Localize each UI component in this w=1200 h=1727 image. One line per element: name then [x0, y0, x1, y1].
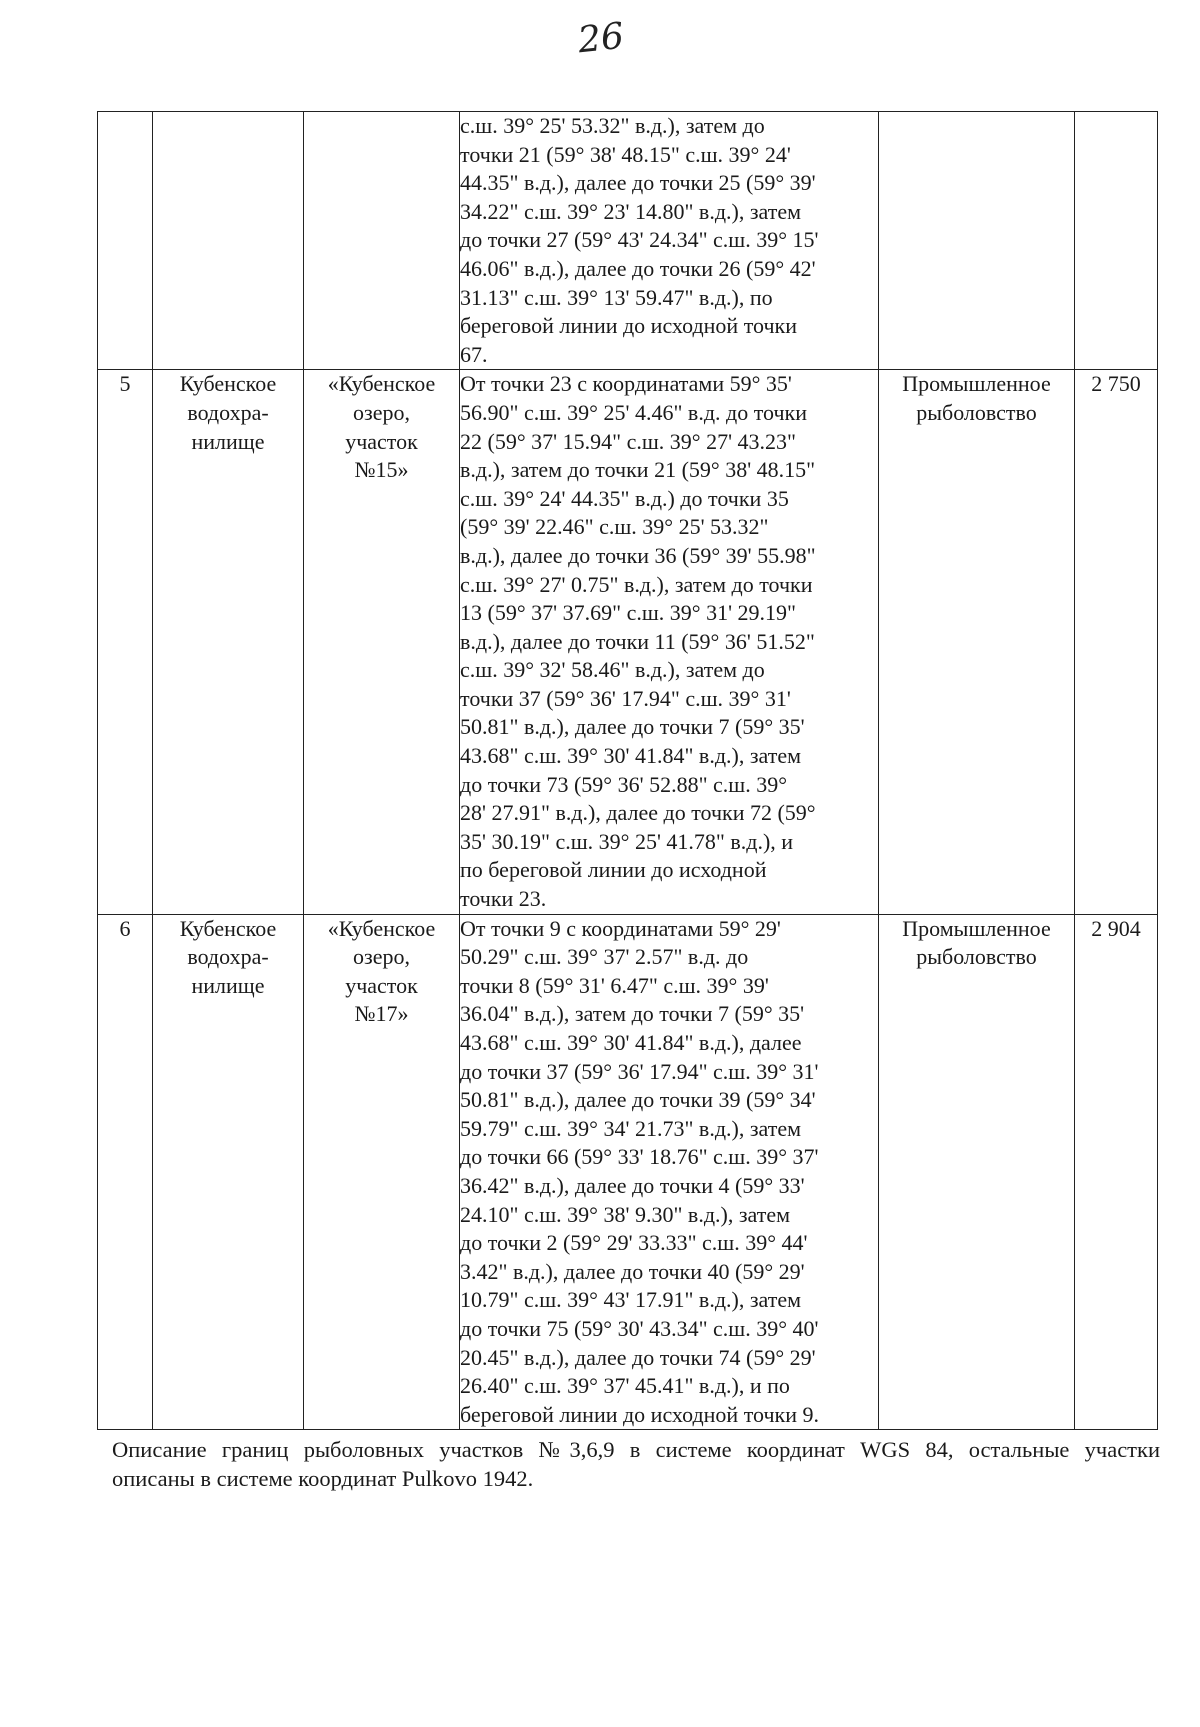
text-line: в.д.), далее до точки 36 (59° 39' 55.98" — [460, 542, 816, 568]
text-line: водохра- — [187, 399, 269, 425]
text-line: 35' 30.19" с.ш. 39° 25' 41.78" в.д.), и — [460, 828, 794, 854]
water-body-cell — [153, 370, 304, 914]
table-row — [98, 112, 1158, 370]
row-number-cell: 5 — [98, 370, 153, 914]
text-line: рыболовство — [916, 944, 1037, 970]
fishing-type-cell — [879, 112, 1075, 370]
text-line: до точки 27 (59° 43' 24.34" с.ш. 39° 15' — [460, 227, 819, 253]
text-line: 36.04" в.д.), затем до точки 7 (59° 35' — [460, 1001, 805, 1027]
text-line: 10.79" с.ш. 39° 43' 17.91" в.д.), затем — [460, 1287, 802, 1313]
area-size-cell — [1075, 112, 1158, 370]
text-line: до точки 37 (59° 36' 17.94" с.ш. 39° 31' — [460, 1058, 819, 1084]
text-line: рыболовство — [916, 399, 1037, 425]
text-line: береговой линии до исходной точки 9. — [460, 1401, 819, 1427]
text-line: 50.81" в.д.), далее до точки 39 (59° 34' — [460, 1087, 816, 1113]
text-line: участок — [345, 428, 418, 454]
table-row — [98, 370, 1158, 914]
text-line: От точки 9 с координатами 59° 29' — [460, 915, 781, 941]
text-line: От точки 23 с координатами 59° 35' — [460, 371, 792, 397]
boundary-description-cell — [460, 370, 879, 914]
fishing-type-cell — [879, 370, 1075, 914]
text-line: №17» — [354, 1001, 409, 1027]
text-line: 43.68" с.ш. 39° 30' 41.84" в.д.), затем — [460, 743, 802, 769]
text-line: №15» — [354, 457, 409, 483]
text-line: 44.35" в.д.), далее до точки 25 (59° 39' — [460, 170, 816, 196]
footnote-line: Описание границ рыболовных участков №3,6,9 в системе координат WGS 84, остальные участки — [112, 1437, 1160, 1462]
text-line: нилище — [191, 972, 265, 998]
text-line: нилище — [191, 428, 265, 454]
footnote-line: описаны в системе координат Pulkovo 1942. — [112, 1465, 534, 1491]
text-line: до точки 75 (59° 30' 43.34" с.ш. 39° 40' — [460, 1315, 819, 1341]
text-line: по береговой линии до исходной — [460, 857, 767, 883]
row-number-cell: 6 — [98, 914, 153, 1430]
text-line: «Кубенское — [327, 915, 436, 941]
text-line: 50.29" с.ш. 39° 37' 2.57" в.д. до — [460, 944, 749, 970]
text-line: 24.10" с.ш. 39° 38' 9.30" в.д.), затем — [460, 1201, 791, 1227]
text-line: 26.40" с.ш. 39° 37' 45.41" в.д.), и по — [460, 1373, 790, 1399]
text-line: до точки 73 (59° 36' 52.88" с.ш. 39° — [460, 771, 788, 797]
boundary-description-cell — [460, 914, 879, 1430]
text-line: 46.06" в.д.), далее до точки 26 (59° 42' — [460, 255, 816, 281]
area-size-cell: 2 904 — [1075, 914, 1158, 1430]
text-line: точки 37 (59° 36' 17.94" с.ш. 39° 31' — [460, 685, 791, 711]
text-line: Промышленное — [902, 915, 1051, 941]
page-number: 26 — [575, 15, 626, 62]
text-line: 31.13" с.ш. 39° 13' 59.47" в.д.), по — [460, 284, 773, 310]
water-body-cell — [153, 112, 304, 370]
text-line: с.ш. 39° 25' 53.32" в.д.), затем до — [460, 113, 765, 138]
text-line: 34.22" с.ш. 39° 23' 14.80" в.д.), затем — [460, 198, 802, 224]
water-body-cell — [153, 914, 304, 1430]
text-line: «Кубенское — [327, 371, 436, 397]
text-line: Кубенское — [179, 371, 277, 397]
text-line: с.ш. 39° 32' 58.46" в.д.), затем до — [460, 657, 765, 683]
text-line: участок — [345, 972, 418, 998]
text-line: 43.68" с.ш. 39° 30' 41.84" в.д.), далее — [460, 1030, 802, 1055]
site-name-cell — [304, 112, 460, 370]
text-line: 67. — [460, 341, 488, 367]
boundary-description-cell — [460, 112, 879, 370]
text-line: озеро, — [353, 944, 410, 970]
text-line: точки 21 (59° 38' 48.15" с.ш. 39° 24' — [460, 141, 791, 167]
text-line: 13 (59° 37' 37.69" с.ш. 39° 31' 29.19" — [460, 600, 797, 626]
text-line: Кубенское — [179, 915, 277, 941]
text-line: до точки 66 (59° 33' 18.76" с.ш. 39° 37' — [460, 1144, 819, 1170]
text-line: озеро, — [353, 399, 410, 425]
text-line: в.д.), далее до точки 11 (59° 36' 51.52" — [460, 628, 815, 654]
fishing-sites-table — [97, 111, 1158, 1430]
text-line: 50.81" в.д.), далее до точки 7 (59° 35' — [460, 714, 805, 740]
text-line: 28' 27.91" в.д.), далее до точки 72 (59° — [460, 800, 816, 826]
text-line: (59° 39' 22.46" с.ш. 39° 25' 53.32" — [460, 514, 769, 540]
site-name-cell — [304, 370, 460, 914]
text-line: водохра- — [187, 944, 269, 970]
text-line: в.д.), затем до точки 21 (59° 38' 48.15" — [460, 457, 816, 483]
text-line: 22 (59° 37' 15.94" с.ш. 39° 27' 43.23" — [460, 428, 797, 454]
text-line: с.ш. 39° 24' 44.35" в.д.) до точки 35 — [460, 485, 789, 511]
text-line: 59.79" с.ш. 39° 34' 21.73" в.д.), затем — [460, 1115, 802, 1141]
text-line: точки 23. — [460, 886, 547, 912]
site-name-cell — [304, 914, 460, 1430]
text-line: 20.45" в.д.), далее до точки 74 (59° 29' — [460, 1344, 816, 1370]
text-line: 56.90" с.ш. 39° 25' 4.46" в.д. до точки — [460, 399, 807, 425]
row-number-cell — [98, 112, 153, 370]
table-row — [98, 914, 1158, 1430]
text-line: до точки 2 (59° 29' 33.33" с.ш. 39° 44' — [460, 1230, 808, 1256]
text-line: точки 8 (59° 31' 6.47" с.ш. 39° 39' — [460, 972, 769, 998]
text-line: Промышленное — [902, 371, 1051, 397]
area-size-cell: 2 750 — [1075, 370, 1158, 914]
text-line: 36.42" в.д.), далее до точки 4 (59° 33' — [460, 1172, 805, 1198]
text-line: с.ш. 39° 27' 0.75" в.д.), затем до точки — [460, 571, 813, 597]
footnote — [112, 1436, 1160, 1494]
text-line: береговой линии до исходной точки — [460, 313, 797, 339]
fishing-type-cell — [879, 914, 1075, 1430]
text-line: 3.42" в.д.), далее до точки 40 (59° 29' — [460, 1258, 805, 1284]
